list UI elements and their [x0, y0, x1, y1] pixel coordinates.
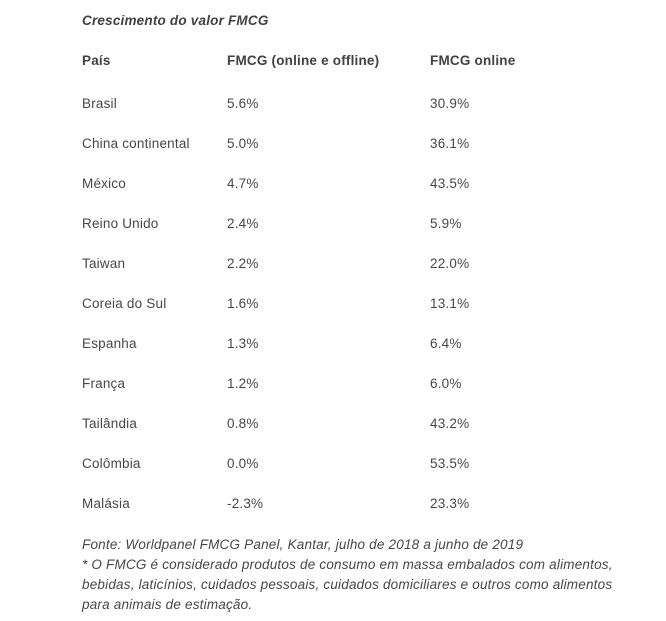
table-header-row — [82, 38, 666, 83]
row-fmcg-online: 30.9% — [430, 95, 470, 111]
row-fmcg-online: 53.5% — [430, 455, 470, 471]
fmcg-table — [82, 38, 666, 523]
row-fmcg-online: 6.0% — [430, 375, 462, 391]
row-fmcg-total: 4.7% — [227, 175, 259, 191]
row-fmcg-online: 43.5% — [430, 175, 470, 191]
row-fmcg-total: 0.0% — [227, 455, 259, 471]
column-header-fmcg-online: FMCG online — [430, 53, 516, 68]
row-fmcg-total: -2.3% — [227, 495, 264, 511]
row-fmcg-total: 2.2% — [227, 255, 259, 271]
row-fmcg-online: 13.1% — [430, 295, 470, 311]
table-body — [82, 83, 666, 523]
row-country: Malásia — [82, 495, 130, 511]
row-country: Espanha — [82, 335, 137, 351]
row-fmcg-total: 0.8% — [227, 415, 259, 431]
row-fmcg-online: 43.2% — [430, 415, 470, 431]
row-fmcg-total: 1.2% — [227, 375, 259, 391]
table-row — [82, 283, 666, 323]
fmcg-definition-note-line: para animais de estimação. — [82, 597, 253, 612]
row-fmcg-total: 2.4% — [227, 215, 259, 231]
row-fmcg-online: 23.3% — [430, 495, 470, 511]
page-title: Crescimento do valor FMCG — [82, 13, 269, 28]
row-fmcg-total: 5.6% — [227, 95, 259, 111]
table-footer — [82, 535, 642, 615]
row-fmcg-total: 1.6% — [227, 295, 259, 311]
row-country: Colômbia — [82, 455, 141, 471]
table-row — [82, 323, 666, 363]
row-country: Reino Unido — [82, 215, 159, 231]
row-country: Coreia do Sul — [82, 295, 167, 311]
table-row — [82, 163, 666, 203]
row-fmcg-online: 6.4% — [430, 335, 462, 351]
row-country: França — [82, 375, 126, 391]
table-row — [82, 363, 666, 403]
table-row — [82, 83, 666, 123]
table-row — [82, 403, 666, 443]
fmcg-definition-note — [82, 555, 642, 615]
row-country: México — [82, 175, 126, 191]
column-header-country: País — [82, 53, 111, 68]
row-country: Brasil — [82, 95, 117, 111]
table-row — [82, 443, 666, 483]
fmcg-definition-note-line: bebidas, laticínios, cuidados pessoais, cuidados domiciliares e outros como alimentos — [82, 577, 613, 592]
column-header-fmcg-total: FMCG (online e offline) — [227, 53, 380, 68]
source-note: Fonte: Worldpanel FMCG Panel, Kantar, julho de 2018 a junho de 2019 — [82, 537, 524, 552]
table-row — [82, 483, 666, 523]
row-country: Tailândia — [82, 415, 138, 431]
row-fmcg-total: 5.0% — [227, 135, 259, 151]
table-row — [82, 203, 666, 243]
row-country: Taiwan — [82, 255, 126, 271]
table-row — [82, 123, 666, 163]
row-fmcg-total: 1.3% — [227, 335, 259, 351]
row-country: China continental — [82, 135, 190, 151]
fmcg-definition-note-line: * O FMCG é considerado produtos de consumo em massa embalados com alimentos, — [82, 557, 613, 572]
row-fmcg-online: 22.0% — [430, 255, 470, 271]
table-row — [82, 243, 666, 283]
row-fmcg-online: 5.9% — [430, 215, 462, 231]
row-fmcg-online: 36.1% — [430, 135, 470, 151]
